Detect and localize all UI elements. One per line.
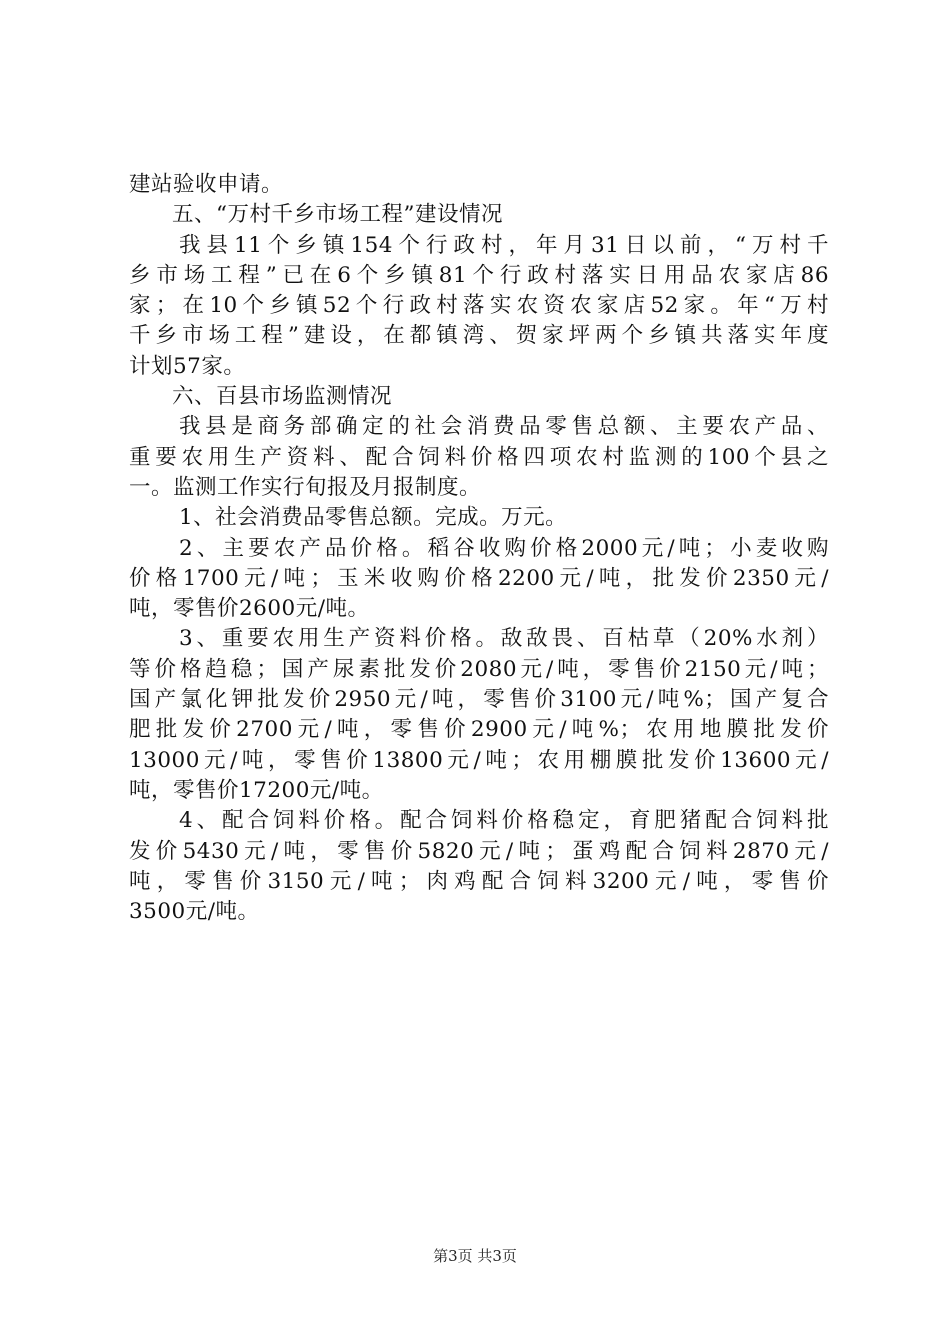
text-line: 发价5430元/吨，零售价5820元/吨；蛋鸡配合饲料2870元/	[129, 838, 829, 864]
text-line: 重要农用生产资料、配合饲料价格四项农村监测的100个县之	[129, 444, 829, 470]
text-line: 五、“万村千乡市场工程”建设情况	[172, 202, 503, 228]
text-line: 国产氯化钾批发价2950元/吨，零售价3100元/吨%；国产复合	[129, 687, 829, 713]
text-line: 六、百县市场监测情况	[172, 384, 393, 410]
text-line: 建站验收申请。	[129, 172, 284, 197]
text-line: 我县11个乡镇154个行政村，年月31日以前，“万村千	[179, 232, 829, 258]
text-line: 乡市场工程”已在6个乡镇81个行政村落实日用品农家店86	[129, 262, 829, 288]
text-line: 2、主要农产品价格。稻谷收购价格2000元/吨；小麦收购	[179, 535, 829, 561]
text-line: 1、社会消费品零售总额。完成。万元。	[179, 505, 568, 531]
text-line: 3500元/吨。	[129, 899, 260, 925]
page-footer: 第3页 共3页	[433, 1247, 517, 1265]
text-line: 4、配合饲料价格。配合饲料价格稳定，育肥猪配合饲料批	[179, 808, 829, 834]
document-body	[129, 170, 829, 927]
text-line: 吨，零售价3150元/吨；肉鸡配合饲料3200元/吨，零售价	[129, 868, 829, 894]
text-line: 家；在10个乡镇52个行政村落实农资农家店52家。年“万村	[129, 293, 829, 319]
text-line: 吨，零售价17200元/吨。	[129, 777, 384, 803]
text-line: 吨，零售价2600元/吨。	[129, 596, 370, 622]
text-line: 肥批发价2700元/吨，零售价2900元/吨%；农用地膜批发价	[129, 717, 829, 743]
text-line: 计划57家。	[129, 353, 246, 379]
text-line: 价格1700元/吨；玉米收购价格2200元/吨，批发价2350元/	[129, 565, 829, 591]
text-line: 13000元/吨，零售价13800元/吨；农用棚膜批发价13600元/	[129, 747, 829, 773]
text-line: 一。监测工作实行旬报及月报制度。	[129, 474, 482, 500]
text-line: 我县是商务部确定的社会消费品零售总额、主要农产品、	[179, 414, 829, 440]
text-line: 等价格趋稳；国产尿素批发价2080元/吨，零售价2150元/吨；	[129, 656, 829, 682]
text-line: 3、重要农用生产资料价格。敌敌畏、百枯草（20%水剂）	[179, 626, 829, 652]
text-line: 千乡市场工程”建设，在都镇湾、贺家坪两个乡镇共落实年度	[129, 323, 829, 349]
